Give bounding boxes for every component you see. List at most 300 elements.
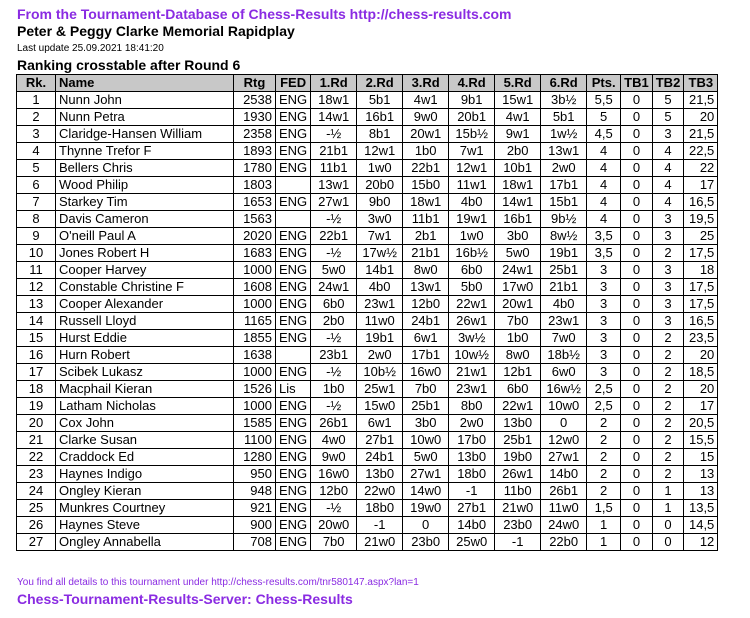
cell-tb1: 0	[621, 160, 653, 177]
cell-rating: 1653	[234, 194, 276, 211]
source-line[interactable]: From the Tournament-Database of Chess-Results http://chess-results.com	[17, 6, 512, 22]
cell-tb2: 2	[652, 398, 684, 415]
cell-name: Ongley Annabella	[56, 534, 234, 551]
table-row	[17, 398, 718, 415]
cell-round-4: 13b0	[449, 449, 495, 466]
cell-tb3: 19,5	[684, 211, 718, 228]
cell-round-1: 4w0	[311, 432, 357, 449]
col-round-4: 4.Rd	[449, 75, 495, 92]
cell-rating: 1585	[234, 415, 276, 432]
cell-round-2: 5b1	[357, 92, 403, 109]
cell-rank: 7	[17, 194, 56, 211]
cell-round-6: 13w1	[541, 143, 587, 160]
cell-round-4: 4b0	[449, 194, 495, 211]
col-tb2: TB2	[652, 75, 684, 92]
cell-round-5: -1	[495, 534, 541, 551]
cell-round-4: 15b½	[449, 126, 495, 143]
cell-round-1: 21b1	[311, 143, 357, 160]
col-fed: FED	[276, 75, 311, 92]
cell-rating: 1780	[234, 160, 276, 177]
cell-round-3: 12b0	[403, 296, 449, 313]
cell-points: 4	[587, 143, 621, 160]
cell-points: 4	[587, 177, 621, 194]
cell-rating: 2538	[234, 92, 276, 109]
cell-round-1: 24w1	[311, 279, 357, 296]
cell-tb3: 15	[684, 449, 718, 466]
cell-round-5: 7b0	[495, 313, 541, 330]
cell-rating: 1855	[234, 330, 276, 347]
cell-tb2: 2	[652, 415, 684, 432]
cell-rating: 1280	[234, 449, 276, 466]
col-rank: Rk.	[17, 75, 56, 92]
cell-round-3: 9w0	[403, 109, 449, 126]
cell-round-5: 6b0	[495, 381, 541, 398]
cell-points: 1,5	[587, 500, 621, 517]
cell-points: 5,5	[587, 92, 621, 109]
cell-tb3: 16,5	[684, 313, 718, 330]
cell-points: 3	[587, 296, 621, 313]
cell-tb2: 2	[652, 330, 684, 347]
table-row	[17, 517, 718, 534]
cell-tb1: 0	[621, 364, 653, 381]
col-rating: Rtg	[234, 75, 276, 92]
cell-name: Nunn Petra	[56, 109, 234, 126]
cell-round-5: 1b0	[495, 330, 541, 347]
table-row	[17, 245, 718, 262]
cell-points: 3	[587, 330, 621, 347]
cell-name: Haynes Steve	[56, 517, 234, 534]
cell-name: Munkres Courtney	[56, 500, 234, 517]
cell-round-4: 12w1	[449, 160, 495, 177]
cell-tb1: 0	[621, 194, 653, 211]
cell-tb1: 0	[621, 534, 653, 551]
cell-round-6: 5b1	[541, 109, 587, 126]
cell-round-4: -1	[449, 483, 495, 500]
cell-points: 3	[587, 313, 621, 330]
table-row	[17, 432, 718, 449]
cell-round-2: 9b0	[357, 194, 403, 211]
cell-round-1: 16w0	[311, 466, 357, 483]
cell-round-6: 19b1	[541, 245, 587, 262]
cell-fed: ENG	[276, 245, 311, 262]
cell-round-4: 10w½	[449, 347, 495, 364]
cell-points: 2	[587, 415, 621, 432]
cell-round-5: 18w1	[495, 177, 541, 194]
header-row	[17, 75, 718, 92]
cell-round-2: 8b1	[357, 126, 403, 143]
cell-rating: 708	[234, 534, 276, 551]
cell-rating: 1563	[234, 211, 276, 228]
col-round-3: 3.Rd	[403, 75, 449, 92]
table-row	[17, 92, 718, 109]
cell-tb3: 15,5	[684, 432, 718, 449]
cell-tb2: 2	[652, 466, 684, 483]
cell-round-5: 3b0	[495, 228, 541, 245]
cell-tb1: 0	[621, 313, 653, 330]
cell-round-6: 15b1	[541, 194, 587, 211]
table-row	[17, 262, 718, 279]
cell-round-1: -½	[311, 500, 357, 517]
cell-tb1: 0	[621, 228, 653, 245]
cell-points: 4,5	[587, 126, 621, 143]
cell-round-3: 21b1	[403, 245, 449, 262]
cell-rating: 1000	[234, 364, 276, 381]
cell-name: Hurst Eddie	[56, 330, 234, 347]
cell-round-2: 21w0	[357, 534, 403, 551]
cell-rank: 2	[17, 109, 56, 126]
cell-tb1: 0	[621, 483, 653, 500]
cell-round-6: 27w1	[541, 449, 587, 466]
cell-rating: 2020	[234, 228, 276, 245]
cell-tb2: 3	[652, 126, 684, 143]
cell-rank: 18	[17, 381, 56, 398]
cell-rating: 921	[234, 500, 276, 517]
cell-tb3: 13	[684, 483, 718, 500]
cell-rank: 13	[17, 296, 56, 313]
cell-round-3: 18w1	[403, 194, 449, 211]
cell-round-1: 6b0	[311, 296, 357, 313]
cell-rating: 1000	[234, 262, 276, 279]
cell-round-6: 18b½	[541, 347, 587, 364]
cell-round-3: 20w1	[403, 126, 449, 143]
cell-tb2: 5	[652, 109, 684, 126]
cell-fed: ENG	[276, 364, 311, 381]
cell-tb1: 0	[621, 466, 653, 483]
cell-round-5: 24w1	[495, 262, 541, 279]
col-round-1: 1.Rd	[311, 75, 357, 92]
cell-name: Cooper Harvey	[56, 262, 234, 279]
cell-points: 4	[587, 160, 621, 177]
cell-rating: 900	[234, 517, 276, 534]
cell-tb1: 0	[621, 109, 653, 126]
cell-rank: 9	[17, 228, 56, 245]
table-row	[17, 177, 718, 194]
cell-tb1: 0	[621, 92, 653, 109]
cell-round-3: 5w0	[403, 449, 449, 466]
cell-round-3: 8w0	[403, 262, 449, 279]
cell-fed: ENG	[276, 262, 311, 279]
cell-round-3: 16w0	[403, 364, 449, 381]
cell-round-5: 26w1	[495, 466, 541, 483]
cell-round-1: 27w1	[311, 194, 357, 211]
cell-round-4: 20b1	[449, 109, 495, 126]
cell-tb2: 3	[652, 228, 684, 245]
table-row	[17, 160, 718, 177]
cell-fed: ENG	[276, 160, 311, 177]
cell-rating: 1683	[234, 245, 276, 262]
details-link-line[interactable]: You find all details to this tournament under http://chess-results.com/tnr580147.aspx?lan=1	[17, 577, 419, 588]
cell-round-1: 18w1	[311, 92, 357, 109]
cell-round-2: 6w1	[357, 415, 403, 432]
cell-round-4: 8b0	[449, 398, 495, 415]
cell-round-6: 1w½	[541, 126, 587, 143]
col-tb3: TB3	[684, 75, 718, 92]
cell-round-4: 16b½	[449, 245, 495, 262]
cell-round-3: 1b0	[403, 143, 449, 160]
cell-name: Scibek Lukasz	[56, 364, 234, 381]
cell-round-1: 1b0	[311, 381, 357, 398]
cell-round-2: 24b1	[357, 449, 403, 466]
cell-round-6: 23w1	[541, 313, 587, 330]
cell-tb1: 0	[621, 279, 653, 296]
cell-fed: ENG	[276, 500, 311, 517]
cell-rating: 1000	[234, 296, 276, 313]
table-row	[17, 126, 718, 143]
cell-fed: ENG	[276, 517, 311, 534]
cell-round-3: 10w0	[403, 432, 449, 449]
cell-round-5: 10b1	[495, 160, 541, 177]
cell-rating: 1100	[234, 432, 276, 449]
table-row	[17, 381, 718, 398]
cell-round-5: 16b1	[495, 211, 541, 228]
cell-rating: 1803	[234, 177, 276, 194]
cell-name: Starkey Tim	[56, 194, 234, 211]
cell-tb1: 0	[621, 415, 653, 432]
cell-round-1: 23b1	[311, 347, 357, 364]
cell-rating: 948	[234, 483, 276, 500]
cell-round-3: 13w1	[403, 279, 449, 296]
tournament-name: Peter & Peggy Clarke Memorial Rapidplay	[17, 23, 295, 39]
cell-round-2: 13b0	[357, 466, 403, 483]
cell-round-6: 4b0	[541, 296, 587, 313]
cell-fed: ENG	[276, 279, 311, 296]
cell-name: Clarke Susan	[56, 432, 234, 449]
cell-round-6: 17b1	[541, 177, 587, 194]
cell-fed: ENG	[276, 313, 311, 330]
cell-rank: 19	[17, 398, 56, 415]
cell-fed: ENG	[276, 194, 311, 211]
cell-round-3: 14w0	[403, 483, 449, 500]
cell-round-3: 17b1	[403, 347, 449, 364]
cell-rating: 2358	[234, 126, 276, 143]
cell-name: Bellers Chris	[56, 160, 234, 177]
cell-tb1: 0	[621, 381, 653, 398]
cell-rank: 17	[17, 364, 56, 381]
cell-round-2: 18b0	[357, 500, 403, 517]
cell-tb3: 20	[684, 381, 718, 398]
cell-rating: 1638	[234, 347, 276, 364]
cell-round-1: 5w0	[311, 262, 357, 279]
cell-tb1: 0	[621, 500, 653, 517]
cell-name: Macphail Kieran	[56, 381, 234, 398]
cell-points: 4	[587, 211, 621, 228]
server-line: Chess-Tournament-Results-Server: Chess-Results	[17, 591, 353, 607]
cell-round-1: -½	[311, 398, 357, 415]
cell-rank: 11	[17, 262, 56, 279]
cell-round-2: 4b0	[357, 279, 403, 296]
cell-fed: ENG	[276, 432, 311, 449]
cell-round-1: 13w1	[311, 177, 357, 194]
cell-round-1: 26b1	[311, 415, 357, 432]
cell-rating: 1526	[234, 381, 276, 398]
cell-name: Jones Robert H	[56, 245, 234, 262]
cell-tb3: 18,5	[684, 364, 718, 381]
col-tb1: TB1	[621, 75, 653, 92]
cell-tb1: 0	[621, 262, 653, 279]
cell-round-6: 12w0	[541, 432, 587, 449]
cell-round-3: 25b1	[403, 398, 449, 415]
cell-fed: ENG	[276, 483, 311, 500]
col-round-2: 2.Rd	[357, 75, 403, 92]
cell-round-3: 23b0	[403, 534, 449, 551]
cell-tb1: 0	[621, 398, 653, 415]
cell-tb2: 2	[652, 245, 684, 262]
cell-name: Thynne Trefor F	[56, 143, 234, 160]
cell-fed	[276, 177, 311, 194]
cell-round-1: -½	[311, 330, 357, 347]
cell-round-5: 17w0	[495, 279, 541, 296]
cell-name: Latham Nicholas	[56, 398, 234, 415]
cell-tb3: 17	[684, 398, 718, 415]
cell-tb3: 25	[684, 228, 718, 245]
cell-tb2: 3	[652, 279, 684, 296]
cell-rank: 26	[17, 517, 56, 534]
cell-round-4: 26w1	[449, 313, 495, 330]
cell-tb3: 21,5	[684, 92, 718, 109]
cell-tb1: 0	[621, 432, 653, 449]
cell-round-6: 25b1	[541, 262, 587, 279]
cell-rating: 1893	[234, 143, 276, 160]
cell-name: Craddock Ed	[56, 449, 234, 466]
cell-round-1: -½	[311, 364, 357, 381]
cell-rank: 10	[17, 245, 56, 262]
table-row	[17, 109, 718, 126]
cell-name: O'neill Paul A	[56, 228, 234, 245]
cell-round-2: 25w1	[357, 381, 403, 398]
cell-round-1: 12b0	[311, 483, 357, 500]
cell-round-6: 21b1	[541, 279, 587, 296]
cell-points: 3	[587, 262, 621, 279]
cell-round-4: 18b0	[449, 466, 495, 483]
cell-round-6: 10w0	[541, 398, 587, 415]
cell-name: Davis Cameron	[56, 211, 234, 228]
cell-points: 3,5	[587, 228, 621, 245]
cell-round-4: 22w1	[449, 296, 495, 313]
cell-round-2: 14b1	[357, 262, 403, 279]
cell-rank: 3	[17, 126, 56, 143]
cell-round-3: 24b1	[403, 313, 449, 330]
cell-fed: ENG	[276, 126, 311, 143]
cell-tb2: 3	[652, 262, 684, 279]
cell-round-2: 19b1	[357, 330, 403, 347]
cell-round-2: 16b1	[357, 109, 403, 126]
cell-rank: 16	[17, 347, 56, 364]
cell-rank: 14	[17, 313, 56, 330]
cell-round-1: 20w0	[311, 517, 357, 534]
cell-round-4: 19w1	[449, 211, 495, 228]
cell-round-4: 17b0	[449, 432, 495, 449]
cell-round-3: 19w0	[403, 500, 449, 517]
cell-rating: 1000	[234, 398, 276, 415]
cell-round-4: 6b0	[449, 262, 495, 279]
cell-rating: 1608	[234, 279, 276, 296]
cell-round-2: 1w0	[357, 160, 403, 177]
cell-rank: 4	[17, 143, 56, 160]
cell-points: 2	[587, 483, 621, 500]
cell-tb3: 14,5	[684, 517, 718, 534]
cell-round-4: 25w0	[449, 534, 495, 551]
cell-tb2: 3	[652, 313, 684, 330]
cell-tb1: 0	[621, 211, 653, 228]
cell-round-5: 15w1	[495, 92, 541, 109]
cell-fed: ENG	[276, 330, 311, 347]
cell-tb3: 16,5	[684, 194, 718, 211]
cell-round-3: 3b0	[403, 415, 449, 432]
cell-points: 2	[587, 466, 621, 483]
cell-round-3: 27w1	[403, 466, 449, 483]
cell-round-1: -½	[311, 126, 357, 143]
cell-round-6: 14b0	[541, 466, 587, 483]
cell-round-1: 22b1	[311, 228, 357, 245]
table-row	[17, 228, 718, 245]
cell-tb3: 13	[684, 466, 718, 483]
cell-fed: Lis	[276, 381, 311, 398]
table-row	[17, 194, 718, 211]
cell-tb1: 0	[621, 296, 653, 313]
cell-rank: 8	[17, 211, 56, 228]
cell-tb1: 0	[621, 177, 653, 194]
cell-points: 5	[587, 109, 621, 126]
last-update: Last update 25.09.2021 18:41:20	[17, 43, 164, 54]
table-row	[17, 500, 718, 517]
table-row	[17, 483, 718, 500]
table-row	[17, 364, 718, 381]
cell-points: 3	[587, 364, 621, 381]
cell-tb3: 18	[684, 262, 718, 279]
cell-tb2: 3	[652, 296, 684, 313]
cell-tb2: 1	[652, 500, 684, 517]
cell-round-1: 11b1	[311, 160, 357, 177]
cell-round-2: 3w0	[357, 211, 403, 228]
cell-rank: 15	[17, 330, 56, 347]
cell-tb1: 0	[621, 449, 653, 466]
cell-rank: 23	[17, 466, 56, 483]
cell-tb3: 21,5	[684, 126, 718, 143]
table-row	[17, 347, 718, 364]
cell-round-5: 8w0	[495, 347, 541, 364]
cell-tb3: 20	[684, 347, 718, 364]
cell-name: Hurn Robert	[56, 347, 234, 364]
cell-tb2: 0	[652, 517, 684, 534]
table-row	[17, 466, 718, 483]
cell-round-6: 2w0	[541, 160, 587, 177]
crosstable-body	[17, 92, 718, 551]
cell-round-4: 23w1	[449, 381, 495, 398]
cell-fed: ENG	[276, 109, 311, 126]
cell-fed: ENG	[276, 92, 311, 109]
cell-round-3: 22b1	[403, 160, 449, 177]
cell-round-6: 6w0	[541, 364, 587, 381]
cell-round-5: 12b1	[495, 364, 541, 381]
cell-name: Russell Lloyd	[56, 313, 234, 330]
cell-rank: 20	[17, 415, 56, 432]
cell-points: 2,5	[587, 398, 621, 415]
cell-tb2: 4	[652, 194, 684, 211]
cell-round-4: 14b0	[449, 517, 495, 534]
table-row	[17, 211, 718, 228]
cell-tb1: 0	[621, 245, 653, 262]
cell-rating: 1930	[234, 109, 276, 126]
cell-tb2: 4	[652, 177, 684, 194]
cell-name: Cooper Alexander	[56, 296, 234, 313]
cell-points: 2,5	[587, 381, 621, 398]
cell-fed: ENG	[276, 466, 311, 483]
table-row	[17, 279, 718, 296]
cell-round-5: 23b0	[495, 517, 541, 534]
cell-tb3: 20,5	[684, 415, 718, 432]
table-row	[17, 330, 718, 347]
cell-round-4: 2w0	[449, 415, 495, 432]
